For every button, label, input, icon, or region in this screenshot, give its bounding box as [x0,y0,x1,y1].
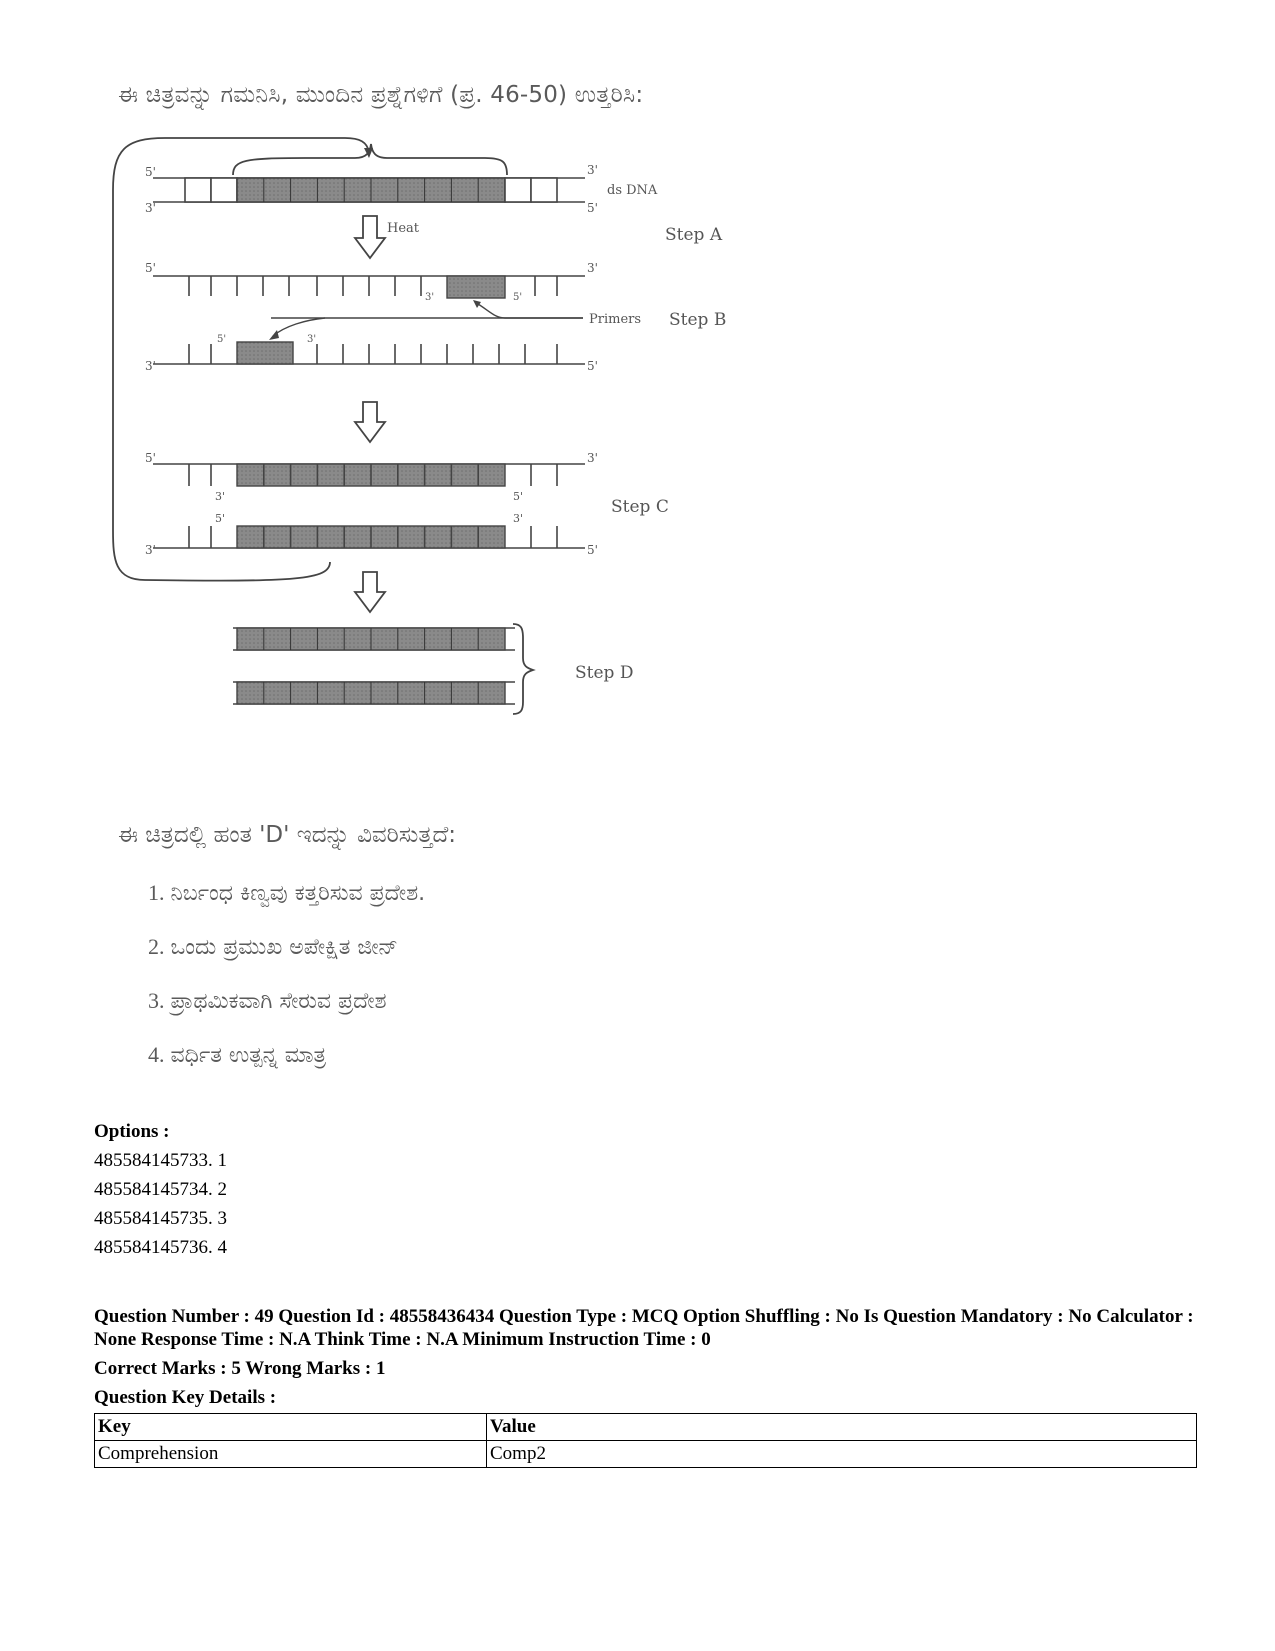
table-row [95,1441,1197,1468]
b-bot-5prime: 5' [587,359,598,373]
c-top-inner-3prime: 3' [215,490,226,503]
primer-top-3prime: 3' [425,292,435,303]
primer-top-5prime: 5' [513,292,523,303]
header-value: Value [487,1414,1197,1441]
statement-4: 4. ವರ್ಧಿತ ಉತ್ಪನ್ನ ಮಾತ್ರ [148,1042,327,1068]
c-top-3prime: 3' [587,451,598,465]
step-c-arrow [355,402,385,442]
c-bot-inner-5prime: 5' [215,512,226,525]
c-top-inner-5prime: 5' [513,490,524,503]
step-d-label: Step D [575,663,634,683]
key-details-label: Question Key Details : [94,1387,277,1408]
option-4: 485584145736. 4 [94,1237,227,1258]
heat-label: Heat [387,221,420,236]
key-details-table [94,1413,1197,1468]
ds-5prime-top: 5' [145,165,156,179]
b-top-5prime: 5' [145,261,156,275]
ds-dna-strand [153,178,585,202]
pcr-diagram [105,130,745,730]
cell-value: Comp2 [487,1441,1197,1468]
amplified-product-1 [233,628,515,650]
ds-3prime-top: 3' [587,163,598,177]
table-header-row [95,1414,1197,1441]
c-bot-5prime: 5' [587,543,598,557]
statement-3: 3. ಪ್ರಾಥಮಿಕವಾಗಿ ಸೇರುವ ಪ್ರದೇಶ [148,988,387,1014]
intro-instruction: ಈ ಚಿತ್ರವನ್ನು ಗಮನಿಸಿ, ಮುಂದಿನ ಪ್ರಶ್ನೆಗಳಿಗೆ (ಪ್ರ. 46-50) ಉತ್ತರಿಸಿ: [118,82,644,108]
option-2: 485584145734. 2 [94,1179,227,1200]
step-d-brace [513,624,533,714]
statement-1: 1. ನಿರ್ಬಂಧ ಕಿಣ್ವವು ಕತ್ತರಿಸುವ ಪ್ರದೇಶ. [148,880,426,906]
cell-key: Comprehension [95,1441,487,1468]
options-label: Options : [94,1121,170,1142]
step-d-arrow [355,572,385,612]
primer-top [447,276,505,298]
b-top-3prime: 3' [587,261,598,275]
question-text: ಈ ಚಿತ್ರದಲ್ಲಿ ಹಂತ 'D' ಇದನ್ನು ವಿವರಿಸುತ್ತದೆ: [118,822,457,848]
primer-bottom-3prime: 3' [307,334,317,345]
amplified-product-2 [233,682,515,704]
primers-label: Primers [589,312,642,327]
question-meta: Question Number : 49 Question Id : 48558436434 Question Type : MCQ Option Shuffling : No Is Question Mandatory : No Calculator : None Response Time : N.A Think Time : N.A Minimum Instruction Time : 0 [94,1306,1194,1350]
c-bot-inner-3prime: 3' [513,512,524,525]
c-top-5prime: 5' [145,451,156,465]
ds-5prime-bottom: 5' [587,201,598,215]
ds-dna-label: ds DNA [607,183,658,198]
step-a-label: Step A [665,225,723,245]
c-bot-3prime: 3' [145,543,156,557]
marks-line: Correct Marks : 5 Wrong Marks : 1 [94,1358,386,1379]
step-c-label: Step C [611,497,669,517]
header-key: Key [95,1414,487,1441]
option-1: 485584145733. 1 [94,1150,227,1171]
option-3: 485584145735. 3 [94,1208,227,1229]
heat-arrow [355,216,385,258]
b-bot-3prime: 3' [145,359,156,373]
ds-3prime-bottom: 3' [145,201,156,215]
primer-bottom-5prime: 5' [217,334,227,345]
step-b-label: Step B [669,310,727,330]
statement-2: 2. ಒಂದು ಪ್ರಮುಖ ಅಪೇಕ್ಷಿತ ಜೀನ್ [148,934,398,960]
primer-bottom [237,342,293,364]
